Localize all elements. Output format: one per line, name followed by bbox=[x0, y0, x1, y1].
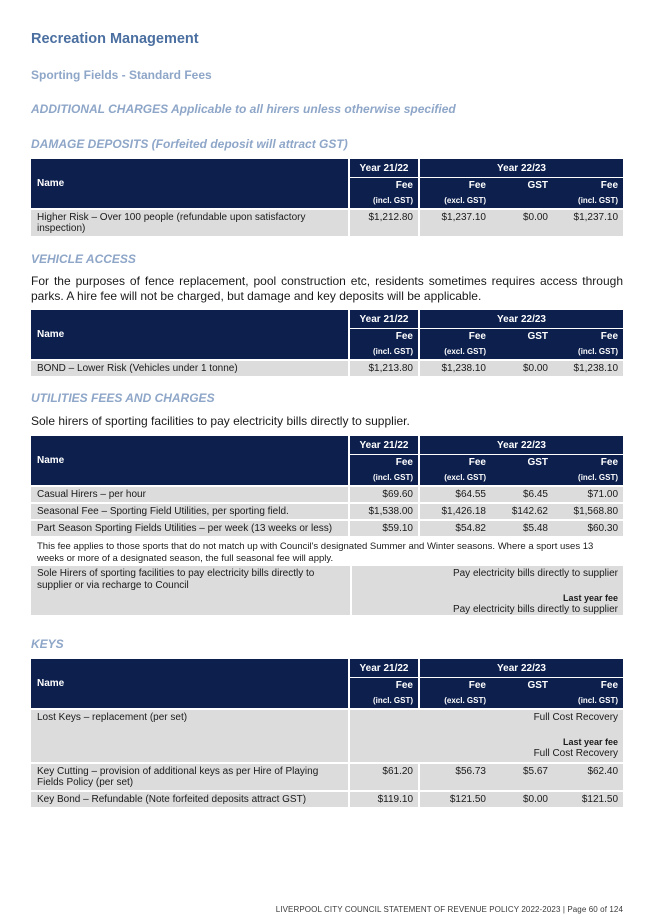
row-fee-prev: $1,213.80 bbox=[350, 359, 420, 376]
col-header-fee: Fee bbox=[350, 678, 420, 693]
sole-hirers-value: Pay electricity bills directly to supplier bbox=[452, 568, 618, 579]
col-header-fee: Fee bbox=[553, 678, 623, 693]
row-fee-prev: $119.10 bbox=[350, 790, 420, 807]
row-name: Key Bond – Refundable (Note forfeited deposits attract GST) bbox=[31, 790, 350, 807]
col-header-blank bbox=[491, 693, 553, 708]
col-header-year-curr: Year 22/23 bbox=[420, 659, 623, 678]
col-header-name: Name bbox=[31, 659, 350, 708]
row-fee-excl: $64.55 bbox=[420, 485, 491, 502]
col-header-name: Name bbox=[31, 159, 350, 208]
col-header-year-prev: Year 21/22 bbox=[350, 159, 420, 178]
utilities-heading: UTILITIES FEES AND CHARGES bbox=[31, 391, 215, 405]
row-fee-prev: $59.10 bbox=[350, 519, 420, 536]
col-header-year-prev: Year 21/22 bbox=[350, 659, 420, 678]
table-row bbox=[31, 485, 623, 502]
row-fee-excl: $1,238.10 bbox=[420, 359, 491, 376]
col-header-year-curr: Year 22/23 bbox=[420, 310, 623, 329]
col-header-name: Name bbox=[31, 310, 350, 359]
lost-keys-fee-cell bbox=[350, 708, 623, 762]
row-fee-incl: $1,238.10 bbox=[553, 359, 623, 376]
col-header-incl-gst: (incl. GST) bbox=[350, 470, 420, 485]
damage-deposits-heading: DAMAGE DEPOSITS (Forfeited deposit will attract GST) bbox=[31, 137, 348, 151]
sole-hirers-name: Sole Hirers of sporting facilities to pay electricity bills directly to supplier or via recharge to Council bbox=[31, 566, 350, 615]
row-name: Seasonal Fee – Sporting Field Utilities, per sporting field. bbox=[31, 502, 350, 519]
col-header-year-prev: Year 21/22 bbox=[350, 310, 420, 329]
row-fee-prev: $69.60 bbox=[350, 485, 420, 502]
sole-hirers-last-year-label: Last year fee bbox=[562, 593, 618, 603]
table-row bbox=[31, 762, 623, 790]
col-header-incl-gst: (incl. GST) bbox=[350, 193, 420, 208]
col-header-incl-gst: (incl. GST) bbox=[350, 344, 420, 359]
row-fee-excl: $1,426.18 bbox=[420, 502, 491, 519]
row-fee-prev: $1,538.00 bbox=[350, 502, 420, 519]
lost-keys-last-year-label: Last year fee bbox=[562, 737, 619, 747]
col-header-gst: GST bbox=[491, 678, 553, 693]
row-gst: $0.00 bbox=[491, 208, 553, 236]
vehicle-access-heading: VEHICLE ACCESS bbox=[31, 252, 136, 266]
page-footer: LIVERPOOL CITY COUNCIL STATEMENT OF REVENUE POLICY 2022-2023 | Page 60 of 124 bbox=[275, 905, 623, 914]
row-fee-incl: $60.30 bbox=[553, 519, 623, 536]
keys-table bbox=[31, 659, 623, 807]
col-header-incl-gst: (incl. GST) bbox=[553, 344, 623, 359]
col-header-fee: Fee bbox=[420, 678, 491, 693]
lost-keys-name: Lost Keys – replacement (per set) bbox=[31, 708, 350, 762]
row-fee-excl: $56.73 bbox=[420, 762, 491, 790]
table-row bbox=[31, 208, 623, 236]
col-header-fee: Fee bbox=[553, 178, 623, 193]
row-fee-excl: $121.50 bbox=[420, 790, 491, 807]
table-row bbox=[31, 359, 623, 376]
col-header-excl-gst: (excl. GST) bbox=[420, 470, 491, 485]
row-fee-incl: $62.40 bbox=[553, 762, 623, 790]
col-header-incl-gst: (incl. GST) bbox=[350, 693, 420, 708]
row-gst: $5.67 bbox=[491, 762, 553, 790]
table-row bbox=[31, 790, 623, 807]
col-header-year-prev: Year 21/22 bbox=[350, 436, 420, 455]
utilities-table bbox=[31, 436, 623, 568]
row-fee-prev: $61.20 bbox=[350, 762, 420, 790]
col-header-fee: Fee bbox=[420, 178, 491, 193]
col-header-excl-gst: (excl. GST) bbox=[420, 693, 491, 708]
col-header-incl-gst: (incl. GST) bbox=[553, 193, 623, 208]
table-row bbox=[31, 708, 623, 762]
table-row bbox=[31, 519, 623, 536]
col-header-fee: Fee bbox=[350, 178, 420, 193]
col-header-gst: GST bbox=[491, 329, 553, 344]
utilities-paragraph: Sole hirers of sporting facilities to pay electricity bills directly to supplier. bbox=[31, 414, 410, 428]
row-name: Part Season Sporting Fields Utilities – per week (13 weeks or less) bbox=[31, 519, 350, 536]
row-fee-incl: $1,568.80 bbox=[553, 502, 623, 519]
row-fee-excl: $1,237.10 bbox=[420, 208, 491, 236]
col-header-fee: Fee bbox=[350, 455, 420, 470]
col-header-year-curr: Year 22/23 bbox=[420, 436, 623, 455]
row-fee-incl: $71.00 bbox=[553, 485, 623, 502]
row-fee-incl: $121.50 bbox=[553, 790, 623, 807]
col-header-blank bbox=[491, 470, 553, 485]
col-header-fee: Fee bbox=[420, 455, 491, 470]
row-gst: $142.62 bbox=[491, 502, 553, 519]
lost-keys-value: Full Cost Recovery bbox=[533, 712, 619, 723]
row-gst: $0.00 bbox=[491, 790, 553, 807]
row-gst: $0.00 bbox=[491, 359, 553, 376]
col-header-excl-gst: (excl. GST) bbox=[420, 193, 491, 208]
row-fee-excl: $54.82 bbox=[420, 519, 491, 536]
col-header-fee: Fee bbox=[350, 329, 420, 344]
vehicle-access-paragraph: For the purposes of fence replacement, pool construction etc, residents sometimes requires access through parks. A hire fee will not be charged, but damage and key deposits will be applicable. bbox=[31, 274, 623, 303]
col-header-name: Name bbox=[31, 436, 350, 485]
keys-heading: KEYS bbox=[31, 637, 64, 651]
row-gst: $6.45 bbox=[491, 485, 553, 502]
row-name: Higher Risk – Over 100 people (refundable upon satisfactory inspection) bbox=[31, 208, 350, 236]
col-header-fee: Fee bbox=[420, 329, 491, 344]
row-fee-prev: $1,212.80 bbox=[350, 208, 420, 236]
col-header-gst: GST bbox=[491, 178, 553, 193]
col-header-blank bbox=[491, 193, 553, 208]
lost-keys-last-year-value: Full Cost Recovery bbox=[533, 748, 619, 759]
vehicle-access-table bbox=[31, 310, 623, 376]
row-name: BOND – Lower Risk (Vehicles under 1 tonne) bbox=[31, 359, 350, 376]
row-name: Key Cutting – provision of additional keys as per Hire of Playing Fields Policy (per set) bbox=[31, 762, 350, 790]
col-header-fee: Fee bbox=[553, 329, 623, 344]
page-title: Recreation Management bbox=[31, 31, 199, 47]
sole-hirers-last-year-value: Pay electricity bills directly to supplier bbox=[452, 604, 618, 615]
row-name: Casual Hirers – per hour bbox=[31, 485, 350, 502]
col-header-excl-gst: (excl. GST) bbox=[420, 344, 491, 359]
col-header-fee: Fee bbox=[553, 455, 623, 470]
utilities-note: This fee applies to those sports that do not match up with Council's designated Summer and Winter seasons. Where a sport uses 13 weeks or more of a designated season, the full seasonal fee will apply. bbox=[31, 536, 623, 568]
col-header-year-curr: Year 22/23 bbox=[420, 159, 623, 178]
col-header-gst: GST bbox=[491, 455, 553, 470]
section-subheading: Sporting Fields - Standard Fees bbox=[31, 68, 212, 82]
row-fee-incl: $1,237.10 bbox=[553, 208, 623, 236]
additional-charges-heading: ADDITIONAL CHARGES Applicable to all hirers unless otherwise specified bbox=[31, 102, 456, 116]
sole-hirers-fee-cell bbox=[352, 566, 623, 615]
table-note-row bbox=[31, 536, 623, 568]
damage-deposits-table bbox=[31, 159, 623, 236]
col-header-incl-gst: (incl. GST) bbox=[553, 470, 623, 485]
row-gst: $5.48 bbox=[491, 519, 553, 536]
col-header-blank bbox=[491, 344, 553, 359]
table-row bbox=[31, 502, 623, 519]
col-header-incl-gst: (incl. GST) bbox=[553, 693, 623, 708]
